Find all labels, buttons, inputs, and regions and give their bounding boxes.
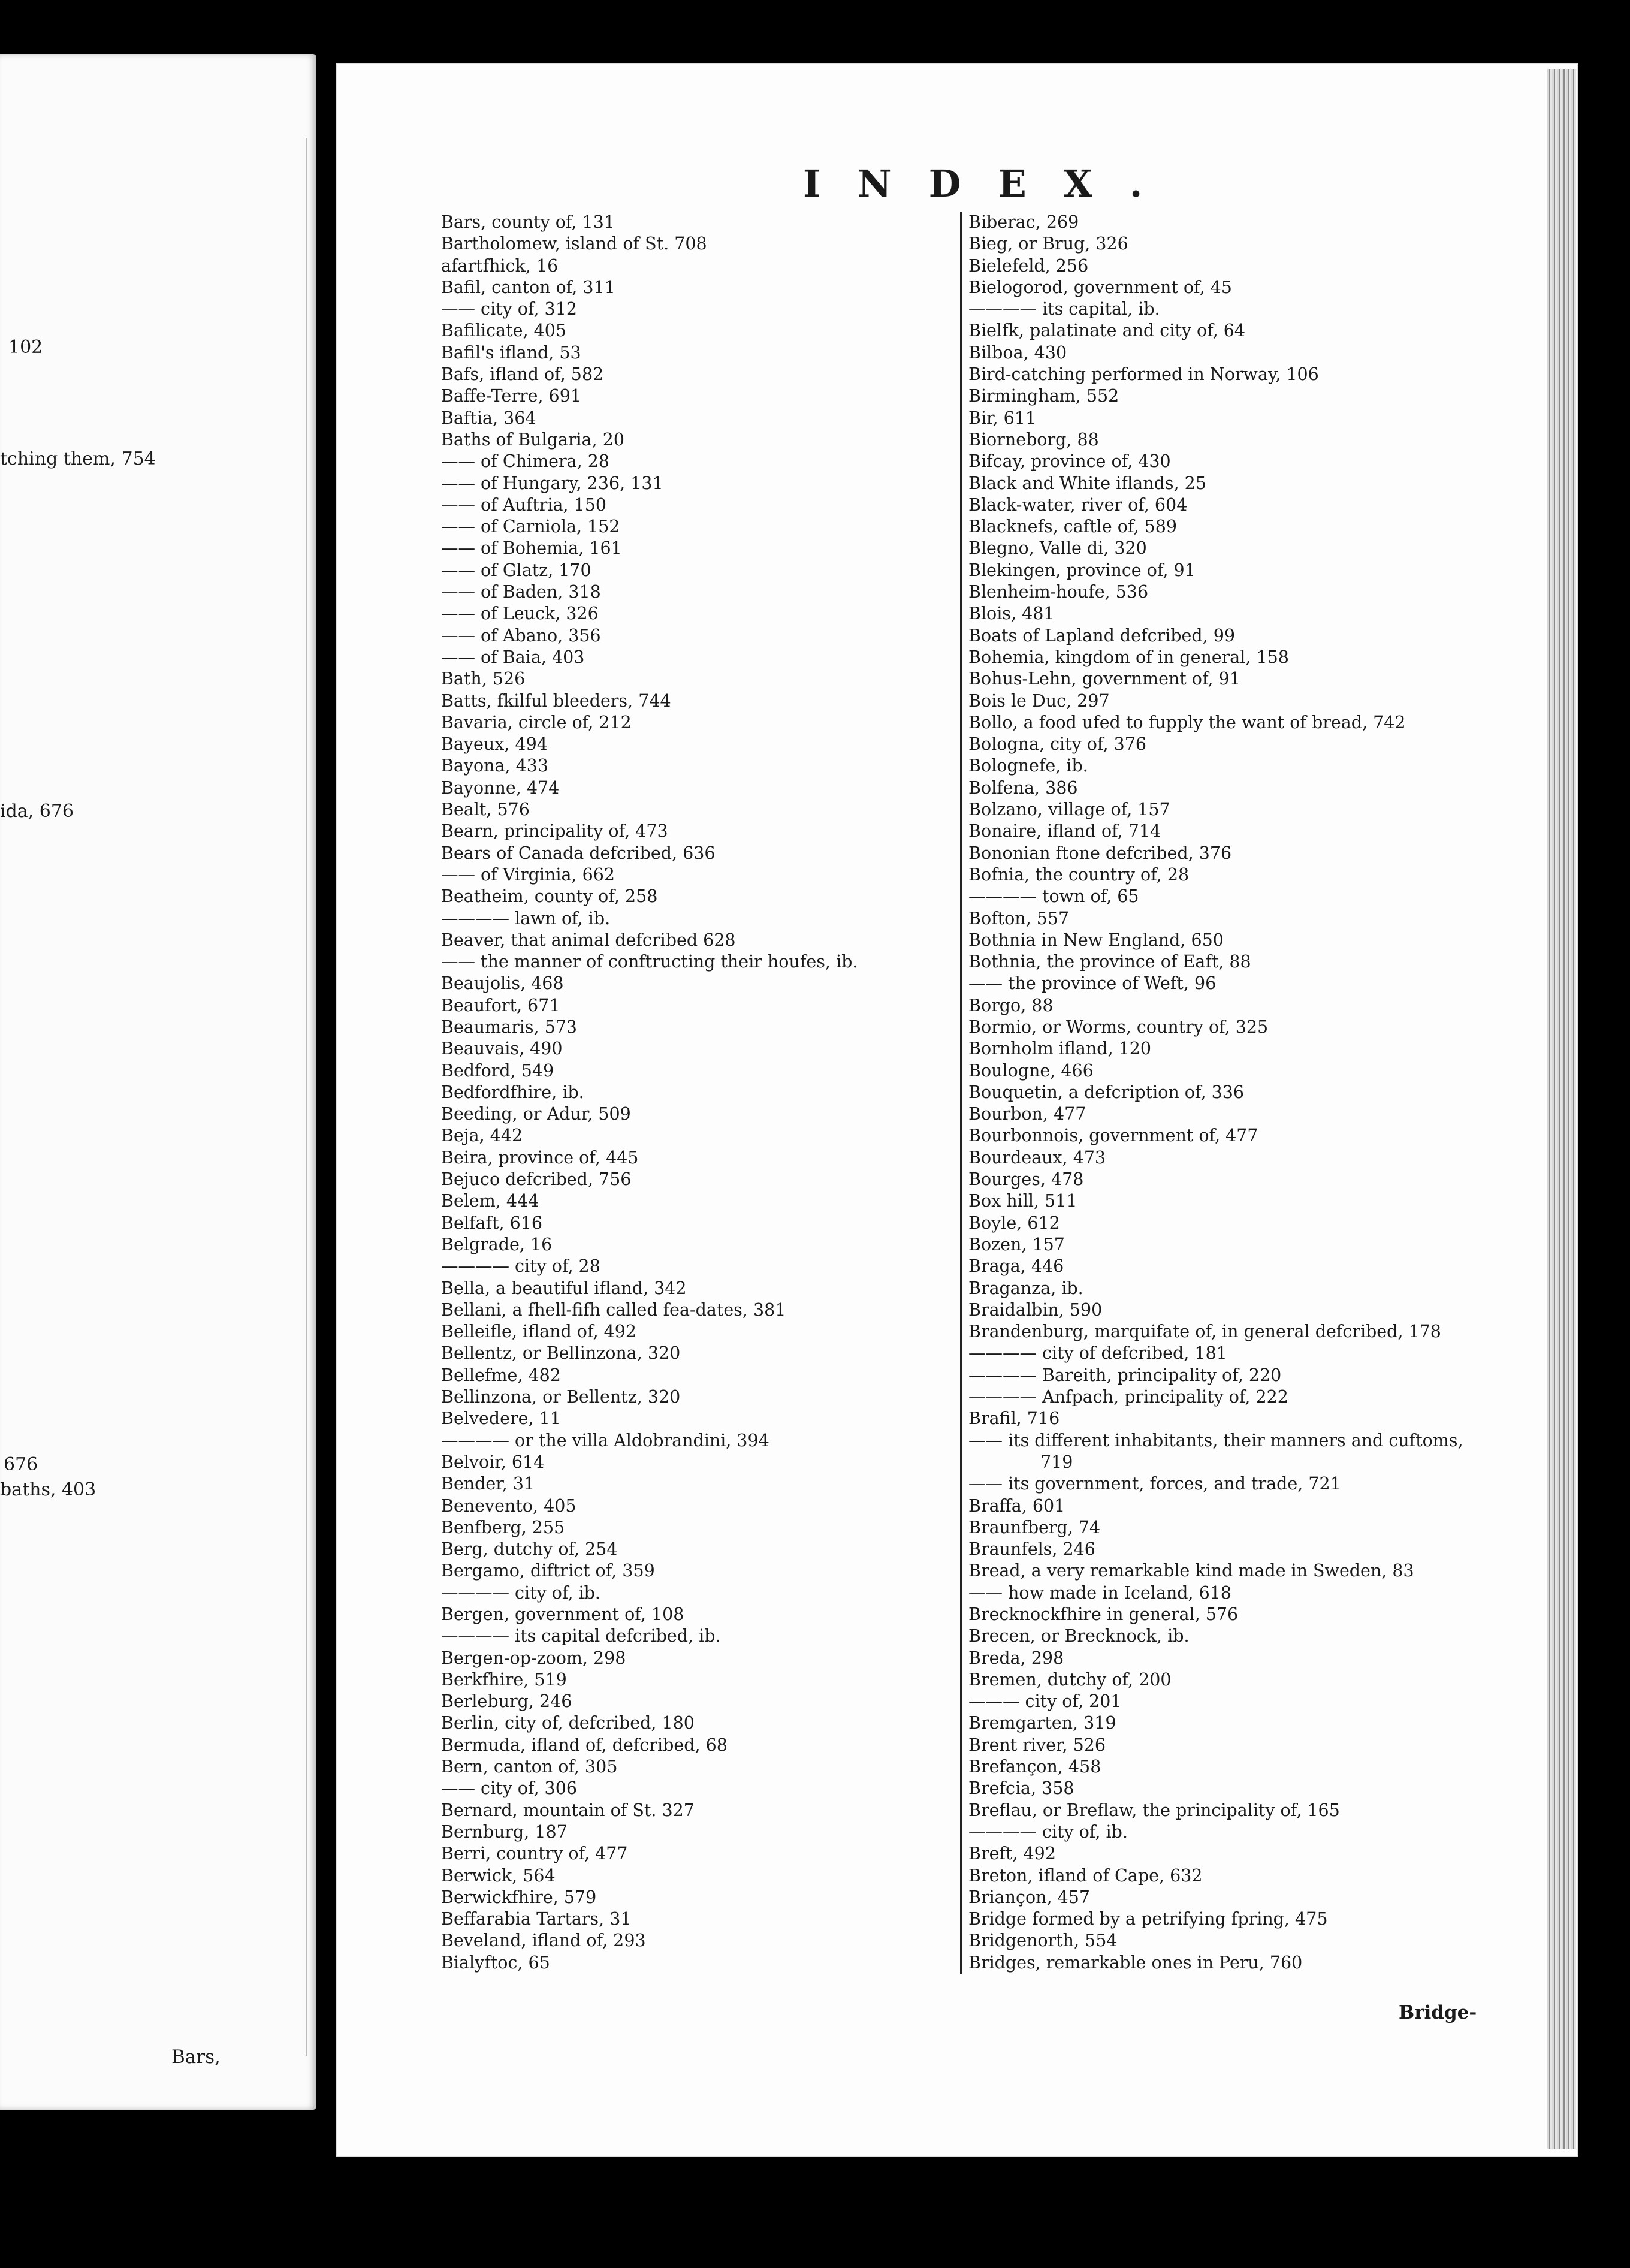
index-entry: ———— city of, ib. bbox=[441, 1582, 600, 1603]
index-entry: Beaver, that animal defcribed 628 bbox=[441, 930, 736, 950]
index-entry: Bellentz, or Bellinzona, 320 bbox=[441, 1343, 681, 1364]
index-entry: Baftia, 364 bbox=[441, 408, 536, 428]
index-entry: —— of Bohemia, 161 bbox=[441, 538, 622, 559]
index-entry: Bonaire, ifland of, 714 bbox=[968, 821, 1161, 842]
index-entry: Belem, 444 bbox=[441, 1191, 539, 1211]
index-entry: —— the province of Weft, 96 bbox=[968, 973, 1217, 994]
index-entry: ———— its capital defcribed, ib. bbox=[441, 1626, 721, 1646]
index-entry: Bellani, a fhell-fifh called fea-dates, 381 bbox=[441, 1299, 786, 1320]
index-entry: Berri, country of, 477 bbox=[441, 1844, 628, 1864]
index-entry: Baths of Bulgaria, 20 bbox=[441, 429, 624, 450]
index-entry: Belvoir, 614 bbox=[441, 1452, 545, 1472]
index-entry: Boats of Lapland defcribed, 99 bbox=[968, 625, 1236, 646]
left-page-catchword: Bars, bbox=[171, 2046, 221, 2068]
index-entry: Bird-catching performed in Norway, 106 bbox=[968, 364, 1319, 385]
index-column-left bbox=[441, 212, 956, 1974]
index-entry: Biberac, 269 bbox=[968, 212, 1079, 232]
index-entry: Breflau, or Breflaw, the principality of, 165 bbox=[968, 1800, 1340, 1820]
index-entry: Bir, 611 bbox=[968, 408, 1037, 428]
index-entry: Bafilicate, 405 bbox=[441, 321, 566, 341]
index-entry: Brefcia, 358 bbox=[968, 1778, 1074, 1799]
index-entry: Bourbon, 477 bbox=[968, 1104, 1086, 1124]
index-entry: Blegno, Valle di, 320 bbox=[968, 538, 1147, 559]
index-entry: Bearn, principality of, 473 bbox=[441, 821, 668, 842]
index-entry: ———— city of defcribed, 181 bbox=[968, 1343, 1227, 1364]
index-entry: Bolognefe, ib. bbox=[968, 756, 1088, 776]
index-entry: Berkfhire, 519 bbox=[441, 1669, 567, 1690]
index-entry: Bella, a beautiful ifland, 342 bbox=[441, 1278, 687, 1298]
index-entry: Bars, county of, 131 bbox=[441, 212, 615, 232]
index-entry: Boyle, 612 bbox=[968, 1213, 1060, 1233]
index-entry: Baffe-Terre, 691 bbox=[441, 386, 581, 406]
index-entry: Bormio, or Worms, country of, 325 bbox=[968, 1017, 1269, 1037]
index-entry: —— city of, 306 bbox=[441, 1778, 577, 1799]
index-entry: Berlin, city of, defcribed, 180 bbox=[441, 1713, 695, 1733]
index-entry: 719 bbox=[1040, 1452, 1073, 1472]
left-page-fragment: 102 bbox=[8, 337, 43, 358]
index-entry: Beaufort, 671 bbox=[441, 995, 560, 1015]
left-page-fragment: baths, 403 bbox=[0, 1479, 96, 1500]
index-entry: Bartholomew, island of St. 708 bbox=[441, 234, 707, 254]
index-entry: —— its government, forces, and trade, 721 bbox=[968, 1474, 1341, 1494]
index-entry: Blacknefs, caftle of, 589 bbox=[968, 517, 1177, 537]
index-entry: Bedford, 549 bbox=[441, 1060, 554, 1081]
index-entry: Bergen-op-zoom, 298 bbox=[441, 1648, 626, 1668]
index-entry: —— city of, 312 bbox=[441, 299, 577, 319]
gutter-rule bbox=[306, 138, 307, 2056]
index-entry: Bedfordfhire, ib. bbox=[441, 1082, 584, 1102]
index-column-right bbox=[960, 212, 1532, 1974]
index-entry: Bornholm ifland, 120 bbox=[968, 1039, 1152, 1059]
index-entry: Bohus-Lehn, government of, 91 bbox=[968, 669, 1240, 689]
index-entry: —— of Glatz, 170 bbox=[441, 560, 591, 580]
index-entry: Bononian ftone defcribed, 376 bbox=[968, 843, 1232, 863]
index-entry: Bologna, city of, 376 bbox=[968, 734, 1146, 755]
index-entry: Berwickfhire, 579 bbox=[441, 1887, 597, 1907]
index-entry: —— of Abano, 356 bbox=[441, 625, 601, 646]
index-entry: Bouquetin, a defcription of, 336 bbox=[968, 1082, 1244, 1102]
index-entry: Berwick, 564 bbox=[441, 1865, 556, 1886]
index-entry: Bourdeaux, 473 bbox=[968, 1147, 1106, 1168]
index-entry: Bolfena, 386 bbox=[968, 777, 1078, 798]
index-entry: Bavaria, circle of, 212 bbox=[441, 712, 632, 732]
left-page-fragment: tching them, 754 bbox=[0, 448, 156, 469]
index-entry: Bohemia, kingdom of in general, 158 bbox=[968, 647, 1289, 667]
index-entry: Belvedere, 11 bbox=[441, 1409, 561, 1429]
index-entry: Belgrade, 16 bbox=[441, 1234, 553, 1254]
index-entry: Brecen, or Brecknock, ib. bbox=[968, 1626, 1190, 1646]
index-entry: Batts, fkilful bleeders, 744 bbox=[441, 690, 671, 711]
index-entry: Bayeux, 494 bbox=[441, 734, 548, 755]
index-entry: Bothnia in New England, 650 bbox=[968, 930, 1224, 950]
index-entry: Belfaft, 616 bbox=[441, 1213, 542, 1233]
catchword: Bridge- bbox=[1399, 2002, 1477, 2023]
index-entry: —— of Carniola, 152 bbox=[441, 517, 620, 537]
index-entry: Breton, ifland of Cape, 632 bbox=[968, 1865, 1203, 1886]
index-entry: Bieg, or Brug, 326 bbox=[968, 234, 1128, 254]
index-entry: Bergen, government of, 108 bbox=[441, 1605, 684, 1624]
index-entry: Bialyftoc, 65 bbox=[441, 1952, 550, 1973]
index-entry: Blekingen, province of, 91 bbox=[968, 560, 1196, 580]
index-entry: Bofnia, the country of, 28 bbox=[968, 864, 1190, 885]
index-entry: Bread, a very remarkable kind made in Sweden, 83 bbox=[968, 1561, 1414, 1581]
index-entry: ———— Anfpach, principality of, 222 bbox=[968, 1387, 1288, 1407]
index-entry: —— of Baia, 403 bbox=[441, 647, 585, 667]
left-page-fragment: ida, 676 bbox=[0, 801, 74, 822]
index-entry: Bridge formed by a petrifying fpring, 475 bbox=[968, 1909, 1328, 1929]
index-entry: Berleburg, 246 bbox=[441, 1691, 572, 1712]
index-entry: Bath, 526 bbox=[441, 669, 526, 689]
index-entry: —— of Baden, 318 bbox=[441, 582, 601, 602]
index-entry: Bernburg, 187 bbox=[441, 1821, 568, 1842]
index-entry: Bern, canton of, 305 bbox=[441, 1757, 618, 1777]
index-entry: Bernard, mountain of St. 327 bbox=[441, 1800, 695, 1820]
index-entry: Bielfk, palatinate and city of, 64 bbox=[968, 321, 1246, 341]
index-entry: Brefançon, 458 bbox=[968, 1757, 1101, 1777]
index-entry: Beauvais, 490 bbox=[441, 1039, 563, 1059]
index-entry: ——— city of, 201 bbox=[968, 1691, 1122, 1712]
index-entry: Boulogne, 466 bbox=[968, 1060, 1094, 1081]
index-entry: —— the manner of conftructing their houfes, ib. bbox=[441, 952, 858, 972]
index-entry: Braunfberg, 74 bbox=[968, 1517, 1101, 1537]
index-entry: Bridges, remarkable ones in Peru, 760 bbox=[968, 1952, 1303, 1973]
page-header: INDEX. bbox=[803, 162, 1180, 206]
index-entry: Braganza, ib. bbox=[968, 1278, 1083, 1298]
index-entry: Bremen, dutchy of, 200 bbox=[968, 1669, 1172, 1690]
index-entry: Braidalbin, 590 bbox=[968, 1299, 1103, 1320]
index-entry: Birmingham, 552 bbox=[968, 386, 1119, 406]
index-entry: ———— town of, 65 bbox=[968, 886, 1139, 907]
index-entry: —— its different inhabitants, their manners and cuftoms, bbox=[968, 1430, 1463, 1450]
index-entry: —— of Chimera, 28 bbox=[441, 451, 609, 472]
index-entry: Beatheim, county of, 258 bbox=[441, 886, 658, 907]
index-entry: Benfberg, 255 bbox=[441, 1517, 565, 1537]
index-entry: Bellinzona, or Bellentz, 320 bbox=[441, 1387, 681, 1407]
index-entry: Beveland, ifland of, 293 bbox=[441, 1931, 646, 1951]
index-entry: Briançon, 457 bbox=[968, 1887, 1091, 1907]
index-entry: Blenheim-houfe, 536 bbox=[968, 582, 1149, 602]
index-entry: Bielogorod, government of, 45 bbox=[968, 277, 1232, 297]
index-entry: Bayonne, 474 bbox=[441, 777, 560, 798]
index-entry: Bermuda, ifland of, defcribed, 68 bbox=[441, 1735, 728, 1755]
index-entry: Braga, 446 bbox=[968, 1256, 1064, 1277]
index-entry: Box hill, 511 bbox=[968, 1191, 1077, 1211]
index-entry: Bayona, 433 bbox=[441, 756, 549, 776]
index-entry: Bielefeld, 256 bbox=[968, 255, 1089, 276]
index-entry: Beira, province of, 445 bbox=[441, 1147, 639, 1168]
index-entry: Borgo, 88 bbox=[968, 995, 1054, 1015]
index-entry: ———— city of, 28 bbox=[441, 1256, 600, 1277]
index-entry: Bender, 31 bbox=[441, 1474, 535, 1494]
index-entry: Bilboa, 430 bbox=[968, 342, 1067, 363]
index-entry: Brecknockfhire in general, 576 bbox=[968, 1605, 1239, 1624]
index-entry: Breft, 492 bbox=[968, 1844, 1056, 1864]
index-entry: —— of Hungary, 236, 131 bbox=[441, 473, 663, 493]
index-entry: Brandenburg, marquifate of, in general defcribed, 178 bbox=[968, 1322, 1441, 1342]
index-entry: Beffarabia Tartars, 31 bbox=[441, 1909, 632, 1929]
index-entry: Bollo, a food ufed to fupply the want of bread, 742 bbox=[968, 712, 1406, 732]
index-entry: Bois le Duc, 297 bbox=[968, 690, 1110, 711]
page-edge bbox=[1547, 69, 1576, 2149]
index-entry: Bifcay, province of, 430 bbox=[968, 451, 1171, 472]
facing-page bbox=[0, 54, 316, 2110]
index-entry: Biorneborg, 88 bbox=[968, 429, 1099, 450]
index-entry: Bofton, 557 bbox=[968, 908, 1070, 928]
index-entry: Bridgenorth, 554 bbox=[968, 1931, 1118, 1951]
index-entry: Bolzano, village of, 157 bbox=[968, 800, 1170, 820]
index-entry: afartfhick, 16 bbox=[441, 255, 559, 276]
index-entry: Belleifle, ifland of, 492 bbox=[441, 1322, 636, 1342]
index-entry: Bealt, 576 bbox=[441, 800, 530, 820]
index-entry: —— how made in Iceland, 618 bbox=[968, 1582, 1232, 1603]
index-entry: Bremgarten, 319 bbox=[968, 1713, 1116, 1733]
index-entry: Bourges, 478 bbox=[968, 1169, 1084, 1190]
index-entry: ———— its capital, ib. bbox=[968, 299, 1160, 319]
index-entry: Berg, dutchy of, 254 bbox=[441, 1539, 618, 1560]
index-entry: Bothnia, the province of Eaft, 88 bbox=[968, 952, 1251, 972]
index-entry: Braunfels, 246 bbox=[968, 1539, 1095, 1560]
index-entry: Breda, 298 bbox=[968, 1648, 1064, 1668]
index-entry: Black-water, river of, 604 bbox=[968, 494, 1188, 515]
left-page-fragment: 676 bbox=[4, 1454, 38, 1475]
index-entry: Bafil's ifland, 53 bbox=[441, 342, 581, 363]
index-entry: Benevento, 405 bbox=[441, 1495, 576, 1516]
index-entry: Beeding, or Adur, 509 bbox=[441, 1104, 631, 1124]
index-entry: Beaujolis, 468 bbox=[441, 973, 564, 994]
index-entry: Bozen, 157 bbox=[968, 1234, 1065, 1254]
index-entry: —— of Leuck, 326 bbox=[441, 604, 599, 624]
index-entry: —— of Auftria, 150 bbox=[441, 494, 607, 515]
index-entry: Black and White iflands, 25 bbox=[968, 473, 1206, 493]
index-entry: Bears of Canada defcribed, 636 bbox=[441, 843, 716, 863]
index-entry: Bourbonnois, government of, 477 bbox=[968, 1126, 1258, 1146]
index-entry: Bejuco defcribed, 756 bbox=[441, 1169, 632, 1190]
index-entry: ———— city of, ib. bbox=[968, 1821, 1128, 1842]
index-entry: Blois, 481 bbox=[968, 604, 1055, 624]
index-entry: Brent river, 526 bbox=[968, 1735, 1106, 1755]
index-entry: Beaumaris, 573 bbox=[441, 1017, 578, 1037]
index-entry: Bafil, canton of, 311 bbox=[441, 277, 615, 297]
index-entry: —— of Virginia, 662 bbox=[441, 864, 615, 885]
index-entry: ———— or the villa Aldobrandini, 394 bbox=[441, 1430, 769, 1450]
index-entry: Bellefme, 482 bbox=[441, 1365, 561, 1385]
index-entry: ———— lawn of, ib. bbox=[441, 908, 611, 928]
index-entry: Brafil, 716 bbox=[968, 1409, 1060, 1429]
index-entry: Bafs, ifland of, 582 bbox=[441, 364, 604, 385]
index-entry: Braffa, 601 bbox=[968, 1495, 1065, 1516]
index-entry: Bergamo, diftrict of, 359 bbox=[441, 1561, 655, 1581]
index-entry: Beja, 442 bbox=[441, 1126, 523, 1146]
index-entry: ———— Bareith, principality of, 220 bbox=[968, 1365, 1282, 1385]
